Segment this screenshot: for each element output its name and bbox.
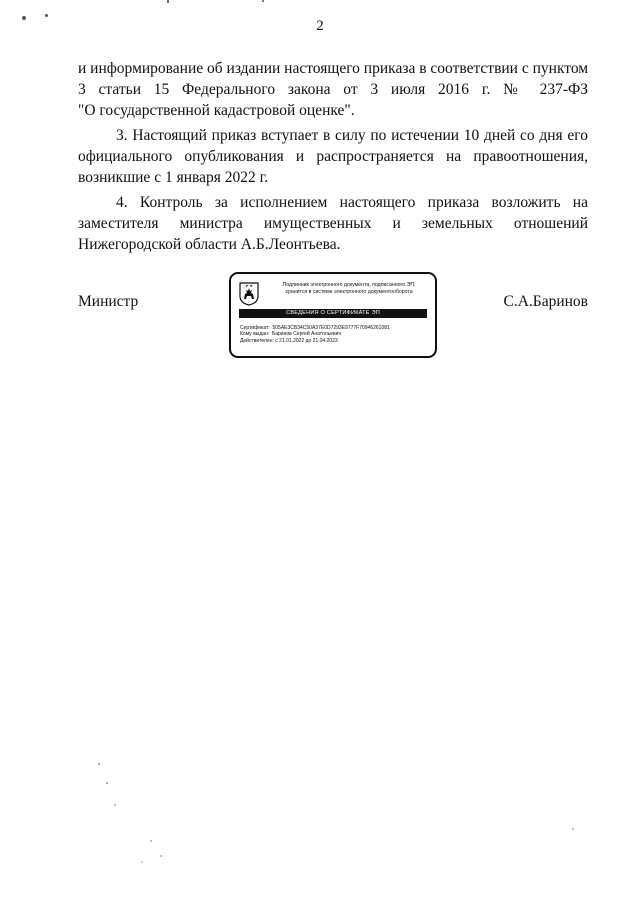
scan-speck	[167, 0, 169, 3]
signature-position-label: Министр	[78, 293, 139, 310]
paragraph-3-line-2: заместителя министра имущественных и земельных отношений	[78, 215, 588, 232]
certificate-value: 505AE3CB34C50A37E0D7293E9777F70946261081	[272, 325, 390, 331]
paragraph-1	[78, 58, 588, 121]
stamp-details	[240, 325, 430, 344]
paragraph-3	[78, 192, 588, 255]
paragraph-2-line-1: 3. Настоящий приказ вступает в силу по истечении 10 дней со дня его	[116, 127, 588, 144]
scan-speck	[98, 763, 100, 765]
scan-speck	[22, 16, 26, 20]
scan-speck	[114, 804, 116, 806]
paragraph-1-line-3: "О государственной кадастровой оценке".	[78, 102, 355, 119]
paragraph-2	[78, 125, 588, 188]
valid-value: с 21.01.2022 до 21.04.2023	[275, 337, 338, 344]
document-body	[78, 58, 588, 259]
scan-speck	[572, 828, 574, 830]
paragraph-1-line-1: и информирование об издании настоящего приказа в соответствии с пунктом	[78, 60, 589, 77]
scan-speck	[262, 0, 264, 2]
stamp-header	[267, 282, 431, 295]
page-number: 2	[316, 18, 324, 34]
stamp-header-line-2: хранится в системе электронного документооборота	[285, 288, 413, 295]
scan-speck	[150, 840, 152, 842]
valid-label: Действителен:	[240, 337, 274, 344]
paragraph-3-line-1: 4. Контроль за исполнением настоящего приказа возложить на	[116, 194, 588, 211]
issued-to-value: Баринов Сергей Анатольевич	[271, 331, 342, 338]
scan-speck	[45, 14, 48, 17]
scan-speck	[160, 855, 162, 857]
paragraph-1-line-2: 3 статьи 15 Федерального закона от 3 июля 2016 г. № 237-ФЗ	[78, 81, 588, 98]
certificate-label: Сертификат:	[240, 325, 270, 331]
issued-to-label: Кому выдан:	[240, 331, 270, 338]
scan-speck	[141, 861, 143, 863]
paragraph-2-line-2: официального опубликования и распространяется на правоотношения,	[78, 148, 588, 165]
electronic-signature-stamp	[229, 272, 437, 358]
valid-row	[240, 338, 430, 344]
scan-speck	[106, 782, 108, 784]
paragraph-2-line-3: возникшие с 1 января 2022 г.	[78, 169, 269, 186]
paragraph-3-line-3: Нижегородской области А.Б.Леонтьева.	[78, 236, 341, 253]
signatory-name: С.А.Баринов	[503, 293, 588, 310]
stamp-title: СВЕДЕНИЯ О СЕРТИФИКАТЕ ЭП	[239, 309, 427, 318]
stamp-header-line-1: Подлинник электронного документа, подписанного ЭП,	[282, 282, 416, 288]
nizhny-novgorod-deer-emblem-icon	[239, 282, 259, 306]
